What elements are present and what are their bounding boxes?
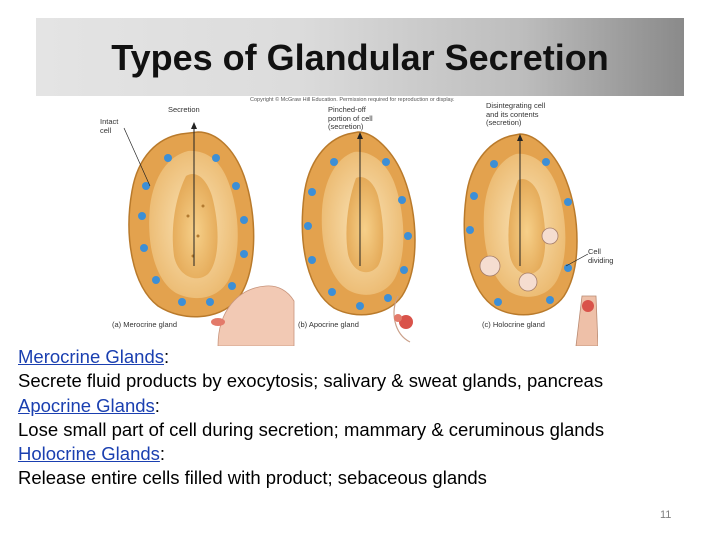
- label-disintegrating-cell: Disintegrating cell and its contents (secretion): [486, 101, 546, 127]
- merocrine-description: Secrete fluid products by exocytosis; salivary & sweat glands, pancreas: [18, 370, 604, 392]
- title-bar: [36, 18, 684, 96]
- label-cell-dividing: Cell dividing: [588, 247, 614, 265]
- slide-title: Types of Glandular Secretion: [111, 37, 609, 78]
- holocrine-gland-drawing: [464, 134, 598, 346]
- apocrine-heading-line: [18, 394, 698, 418]
- merocrine-heading-link[interactable]: Merocrine Glands: [18, 346, 165, 367]
- merocrine-heading-line: [18, 345, 698, 369]
- caption-holocrine: (c) Holocrine gland: [482, 320, 545, 329]
- heading-colon: :: [154, 394, 160, 416]
- merocrine-gland-drawing: [124, 122, 294, 346]
- caption-merocrine: (a) Merocrine gland: [112, 320, 178, 329]
- holocrine-description: Release entire cells filled with product; sebaceous glands: [18, 467, 487, 489]
- caption-apocrine: (b) Apocrine gland: [298, 320, 359, 329]
- apocrine-description: Lose small part of cell during secretion; mammary & ceruminous glands: [18, 418, 605, 440]
- gland-figure: [98, 96, 614, 346]
- label-intact-cell: Intact cell: [100, 117, 119, 135]
- holocrine-heading-line: [18, 442, 698, 466]
- apocrine-gland-drawing: [302, 132, 415, 342]
- apocrine-heading-link[interactable]: Apocrine Glands: [18, 394, 155, 416]
- slide-number: 11: [660, 509, 672, 521]
- heading-colon: :: [164, 346, 170, 367]
- label-secretion: Secretion: [168, 105, 200, 114]
- gland-type-list: [18, 345, 698, 491]
- heading-colon: :: [159, 443, 166, 465]
- holocrine-heading-link[interactable]: Holocrine Glands: [18, 443, 160, 465]
- figure-copyright: Copyright © McGraw Hill Education. Permission required for reproduction or display.: [250, 97, 455, 103]
- label-pinched-off: Pinched-off portion of cell (secretion): [328, 105, 373, 131]
